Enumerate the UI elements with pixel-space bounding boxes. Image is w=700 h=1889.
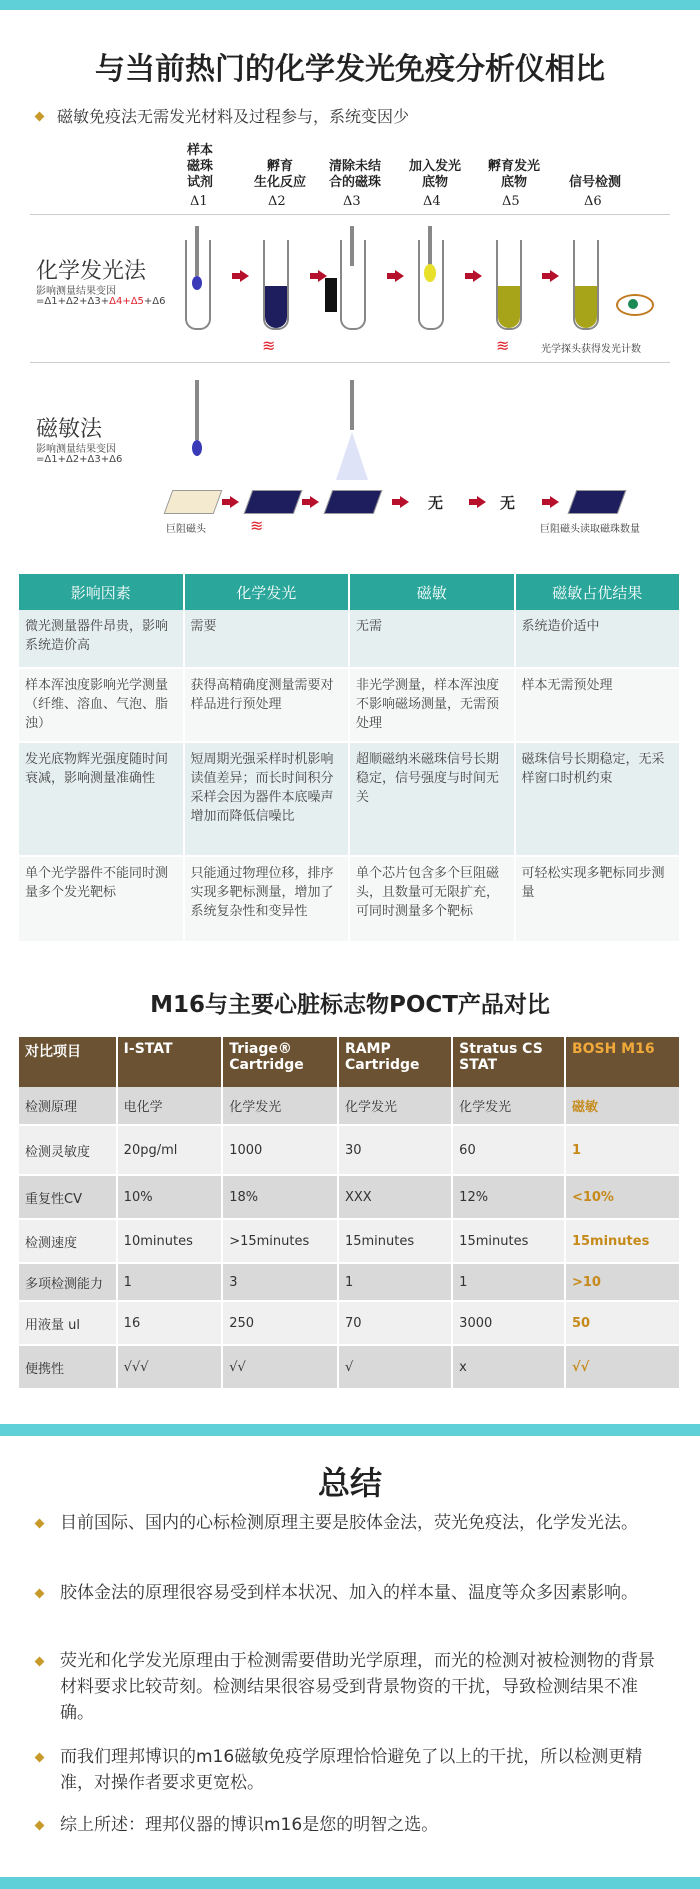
summary-item-text: 目前国际、国内的心标检测原理主要是胶体金法，荧光免疫法，化学发光法。 [60, 1513, 638, 1533]
tube-5-fill [498, 286, 520, 328]
bullet-diamond-icon [35, 1821, 45, 1831]
section1-title: 与当前热门的化学发光免疫分析仪相比 [95, 52, 605, 87]
arrow-icon [395, 270, 404, 282]
summary-item [36, 1812, 666, 1838]
table-row [19, 1175, 680, 1219]
probe-icon [350, 380, 354, 430]
table-cell: 电化学 [117, 1087, 223, 1125]
stage-delta-1: Δ1 [190, 194, 208, 209]
heat-icon: ≋ [262, 336, 276, 355]
table-cell: 系统造价适中 [515, 610, 681, 668]
stage-delta-6: Δ6 [584, 194, 602, 209]
stage-delta-5: Δ5 [502, 194, 520, 209]
table-row [19, 1301, 680, 1345]
stage-label-3: 清除未结 合的磁珠 [328, 159, 381, 190]
table-cell: √√√ [117, 1345, 223, 1389]
arrow-icon [473, 270, 482, 282]
comparison-header-cell: 化学发光 [184, 574, 350, 610]
table-cell: 多项检测能力 [19, 1263, 117, 1301]
section1-bullet-text: 磁敏免疫法无需发光材料及过程参与，系统变因少 [57, 107, 410, 126]
top-bar [0, 0, 700, 10]
table-cell: >15minutes [222, 1219, 338, 1263]
comparison-header-cell: 磁敏 [349, 574, 515, 610]
table-cell: 检测灵敏度 [19, 1125, 117, 1175]
summary-item [36, 1580, 666, 1606]
product-header-cell: Triage® Cartridge [222, 1037, 338, 1087]
table-cell: 12% [452, 1175, 565, 1219]
chip-icon [568, 490, 627, 514]
bottom-bar [0, 1877, 700, 1889]
table-cell: 3000 [452, 1301, 565, 1345]
summary-title: 总结 [317, 1464, 382, 1502]
divider-top [30, 214, 670, 215]
stage-label-1: 样本 磁珠 试剂 [186, 143, 213, 190]
stage-label-6: 信号检测 [568, 175, 621, 190]
table-cell: 需要 [184, 610, 350, 668]
table-cell: <10% [565, 1175, 680, 1219]
table-cell: 无需 [349, 610, 515, 668]
table-cell: 10minutes [117, 1219, 223, 1263]
bullet-diamond-icon [35, 112, 45, 122]
heat-icon: ≋ [250, 516, 264, 535]
summary-item [36, 1744, 666, 1796]
mag-title: 磁敏法 [36, 417, 103, 442]
product-header-cell: 对比项目 [19, 1037, 117, 1087]
stage-label-4: 加入发光 底物 [408, 159, 461, 190]
table-row [19, 1345, 680, 1389]
product-header-cell: Stratus CS STAT [452, 1037, 565, 1087]
bullet-diamond-icon [35, 1589, 45, 1599]
table-row [19, 1219, 680, 1263]
product-header-cell: BOSH M16 [565, 1037, 680, 1087]
table-cell: 1 [338, 1263, 452, 1301]
chemi-sub: 影响测量结果变因 [36, 286, 116, 297]
table-cell: 便携性 [19, 1345, 117, 1389]
table-cell: 18% [222, 1175, 338, 1219]
spray-icon [336, 432, 368, 480]
stage-delta-4: Δ4 [423, 194, 441, 209]
table-cell: 重复性CV [19, 1175, 117, 1219]
summary-item-text: 而我们理邦博识的m16磁敏免疫学原理恰恰避免了以上的干扰，所以检测更精准，对操作者要求更宽松。 [60, 1747, 643, 1793]
tube-3-icon [340, 240, 366, 330]
table-cell: XXX [338, 1175, 452, 1219]
table-cell: 1 [565, 1125, 680, 1175]
table-cell: √√ [222, 1345, 338, 1389]
table-cell: 20pg/ml [117, 1125, 223, 1175]
arrow-icon [240, 270, 249, 282]
table-cell: 250 [222, 1301, 338, 1345]
table-cell: 磁珠信号长期稳定，无采样窗口时机约束 [515, 742, 681, 856]
table-cell: 3 [222, 1263, 338, 1301]
bullet-diamond-icon [35, 1753, 45, 1763]
comparison-header-cell: 影响因素 [19, 574, 184, 610]
tube-4-icon [418, 240, 444, 330]
table-cell: 化学发光 [338, 1087, 452, 1125]
chip-icon [324, 490, 383, 514]
probe-icon [195, 380, 199, 440]
table-cell: 15minutes [565, 1219, 680, 1263]
table-cell: 检测速度 [19, 1219, 117, 1263]
tube-6-fill [575, 286, 597, 328]
chemi-formula [36, 296, 166, 307]
table-cell: 50 [565, 1301, 680, 1345]
section1-bullet [36, 104, 409, 127]
summary-item-text: 胶体金法的原理很容易受到样本状况、加入的样本量、温度等众多因素影响。 [60, 1583, 638, 1603]
eye-pupil [628, 299, 638, 309]
chip-icon [244, 490, 303, 514]
divider-bar [0, 1424, 700, 1436]
table-cell: 样本无需预处理 [515, 668, 681, 742]
table-row [19, 1263, 680, 1301]
stage-label-5: 孵育发光 底物 [487, 159, 540, 190]
chemi-formula-b: +Δ6 [143, 296, 166, 307]
arrow-icon [310, 496, 319, 508]
table-cell: 短周期光强采样时机影响读值差异；而长时间积分采样会因为器件本底噪声增加而降低信噪比 [184, 742, 350, 856]
comparison-header-row [19, 574, 680, 610]
chemi-formula-red: Δ4+Δ5 [109, 296, 144, 307]
arrow-icon [400, 496, 409, 508]
table-cell: 1 [452, 1263, 565, 1301]
comparison-header-cell: 磁敏占优结果 [515, 574, 681, 610]
table-cell: 70 [338, 1301, 452, 1345]
arrow-icon [550, 270, 559, 282]
product-header-cell: RAMP Cartridge [338, 1037, 452, 1087]
chemi-formula-a: =Δ1+Δ2+Δ3+ [36, 296, 110, 307]
comparison-table [19, 574, 681, 943]
bullet-diamond-icon [35, 1519, 45, 1529]
chip-icon [164, 490, 223, 514]
table-row [19, 1087, 680, 1125]
table-cell: 单个光学器件不能同时测量多个发光靶标 [19, 856, 184, 942]
mag-left-note: 巨阻磁头 [166, 524, 206, 535]
product-header-cell: I-STAT [117, 1037, 223, 1087]
table-cell: 16 [117, 1301, 223, 1345]
mag-formula: =Δ1+Δ2+Δ3+Δ6 [36, 454, 123, 465]
table-cell: 60 [452, 1125, 565, 1175]
table-cell: 化学发光 [452, 1087, 565, 1125]
table-cell: 1000 [222, 1125, 338, 1175]
arrow-icon [230, 496, 239, 508]
table-cell: 获得高精确度测量需要对样品进行预处理 [184, 668, 350, 742]
table-cell: 化学发光 [222, 1087, 338, 1125]
table-cell: 单个芯片包含多个巨阻磁头，且数量可无限扩充，可同时测量多个靶标 [349, 856, 515, 942]
table-cell: 只能通过物理位移，排序实现多靶标测量，增加了系统复杂性和变异性 [184, 856, 350, 942]
summary-item [36, 1648, 666, 1726]
table-cell: 非光学测量，样本浑浊度不影响磁场测量，无需预处理 [349, 668, 515, 742]
table-cell: 可轻松实现多靶标同步测量 [515, 856, 681, 942]
table-cell: 30 [338, 1125, 452, 1175]
mag-none-2: 无 [500, 494, 516, 512]
drop-icon [192, 440, 202, 456]
stage-label-2: 孵育 生化反应 [253, 159, 306, 190]
table-cell: 磁敏 [565, 1087, 680, 1125]
summary-item [36, 1510, 666, 1536]
table-cell: 微光测量器件昂贵，影响系统造价高 [19, 610, 184, 668]
arrow-icon [477, 496, 486, 508]
chemi-title: 化学发光法 [36, 259, 147, 284]
stage-delta-3: Δ3 [343, 194, 361, 209]
table-cell: √ [338, 1345, 452, 1389]
chemi-detector-note: 光学探头获得发光计数 [541, 344, 641, 355]
section2-title: M16与主要心脏标志物POCT产品对比 [150, 992, 550, 1018]
divider-middle [30, 362, 670, 363]
product-table [19, 1037, 681, 1390]
table-cell: 发光底物辉光强度随时间衰减，影响测量准确性 [19, 742, 184, 856]
mag-none-1: 无 [428, 494, 444, 512]
bullet-diamond-icon [35, 1657, 45, 1667]
table-row [19, 1125, 680, 1175]
table-row [19, 668, 680, 742]
table-cell: 用液量 ul [19, 1301, 117, 1345]
table-cell: 1 [117, 1263, 223, 1301]
table-cell: >10 [565, 1263, 680, 1301]
mag-sub: 影响测量结果变因 [36, 444, 116, 455]
tube-2-fill [265, 286, 287, 328]
table-row [19, 856, 680, 942]
table-row [19, 610, 680, 668]
heat-icon: ≋ [496, 336, 510, 355]
table-cell: 10% [117, 1175, 223, 1219]
table-cell: 15minutes [338, 1219, 452, 1263]
table-cell: x [452, 1345, 565, 1389]
table-cell: √√ [565, 1345, 680, 1389]
table-cell: 超顺磁纳米磁珠信号长期稳定，信号强度与时间无关 [349, 742, 515, 856]
magnet-icon [325, 278, 337, 312]
summary-item-text: 荧光和化学发光原理由于检测需要借助光学原理，而光的检测对被检测物的背景材料要求比较苛刻。检测结果很容易受到背景物资的干扰，导致检测结果不准确。 [60, 1651, 655, 1723]
stage-delta-2: Δ2 [268, 194, 286, 209]
product-header-row [19, 1037, 680, 1087]
tube-1-icon [185, 240, 211, 330]
table-row [19, 742, 680, 856]
arrow-icon [550, 496, 559, 508]
table-cell: 15minutes [452, 1219, 565, 1263]
table-cell: 样本浑浊度影响光学测量（纤维、溶血、气泡、脂浊） [19, 668, 184, 742]
mag-right-note: 巨阻磁头读取磁珠数量 [540, 524, 640, 535]
table-cell: 检测原理 [19, 1087, 117, 1125]
summary-item-text: 综上所述：理邦仪器的博识m16是您的明智之选。 [60, 1815, 439, 1835]
